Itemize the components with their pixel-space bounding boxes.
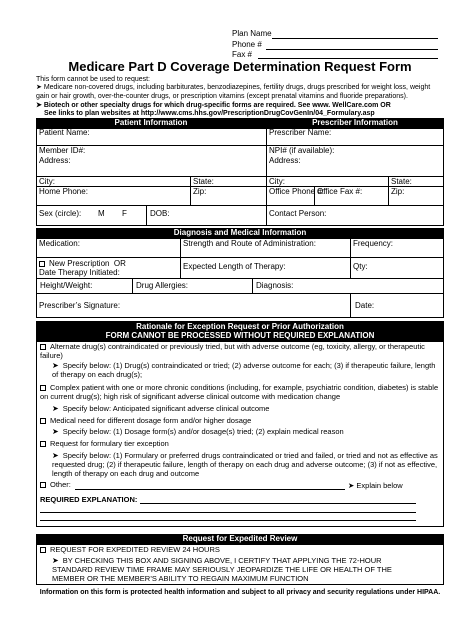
arrow-bullet-icon: ➤ <box>52 451 59 460</box>
other-input[interactable] <box>75 489 345 490</box>
rationale-option-2[interactable]: Complex patient with one or more chronic conditions (including, for example, psychiatric condition, diabetes) is stable on current drug(s); high risk of significant adverse clinical outcome with medication change <box>40 383 439 401</box>
plan-name-label: Plan Name <box>232 29 272 38</box>
patient-info-header: Patient Information <box>114 118 188 127</box>
height-weight-field[interactable]: Height/Weight: <box>40 281 93 290</box>
arrow-bullet-icon: ➤ <box>36 84 44 91</box>
intro-bullet-2-text: Biotech or other specialty drugs for which drug-specific forms are required. See www. WellCare.com OR <box>43 102 391 109</box>
rationale-option-4[interactable]: Request for formulary tier exception <box>40 440 440 449</box>
prescriber-address-field[interactable]: Address: <box>269 156 301 165</box>
rationale-option-2-detail: ➤ Specify below: Anticipated significant adverse clinical outcome <box>52 404 270 413</box>
page-title: Medicare Part D Coverage Determination Request Form <box>68 59 412 74</box>
hipaa-footer: Information on this form is protected health information and subject to all privacy and security regulations under HIPAA. <box>39 589 441 596</box>
strength-route-field[interactable]: Strength and Route of Administration: <box>183 239 316 248</box>
contact-person-field[interactable]: Contact Person: <box>269 209 327 218</box>
option-3-checkbox[interactable] <box>40 418 46 424</box>
explain-below-note: ➤ Explain below <box>348 481 403 490</box>
length-of-therapy-field[interactable]: Expected Length of Therapy: <box>183 262 286 271</box>
info-divider <box>266 128 267 226</box>
intro-bullet-1 <box>36 84 444 101</box>
arrow-right-icon: ➤ <box>348 481 355 490</box>
qty-field[interactable]: Qty: <box>353 262 368 271</box>
fax-label: Fax # <box>232 50 253 59</box>
prescriber-city-field[interactable]: City: <box>269 177 285 186</box>
arrow-bullet-icon: ➤ <box>52 404 59 413</box>
sex-label: Sex (circle): <box>39 209 82 218</box>
prescriber-zip-field[interactable]: Zip: <box>391 187 405 196</box>
expedited-header: Request for Expedited Review <box>36 534 444 544</box>
prescriber-state-field[interactable]: State: <box>391 177 412 186</box>
option-other-checkbox[interactable] <box>40 482 46 488</box>
phone-label: Phone # <box>232 40 262 49</box>
required-explanation-label: REQUIRED EXPLANATION: <box>40 495 138 504</box>
diagnosis-header: Diagnosis and Medical Information <box>36 228 444 238</box>
office-fax-field[interactable]: Office Fax #: <box>317 187 363 196</box>
home-phone-field[interactable]: Home Phone: <box>39 187 88 196</box>
option-4-checkbox[interactable] <box>40 441 46 447</box>
plan-name-input[interactable] <box>272 38 438 39</box>
rationale-option-3[interactable]: Medical need for different dosage form and/or higher dosage <box>40 417 440 426</box>
intro-line: This form cannot be used to request: <box>36 76 151 83</box>
prescriber-name-field[interactable]: Prescriber Name: <box>269 128 332 137</box>
diagnosis-field[interactable]: Diagnosis: <box>256 281 294 290</box>
patient-address-field[interactable]: Address: <box>39 156 71 165</box>
drug-allergies-field[interactable]: Drug Allergies: <box>136 281 189 290</box>
patient-state-field[interactable]: State: <box>193 177 214 186</box>
arrow-bullet-icon: ➤ <box>36 102 44 109</box>
rationale-option-other[interactable]: Other: <box>40 481 440 490</box>
intro-bullet-1-text: Medicare non-covered drugs, including barbiturates, benzodiazepines, fertility drugs, drugs prescribed for weight loss, weight gain or hair growth, over-the-counter drugs, or prescription vitamins (except prenatal vitamins and fluoride preparations). <box>36 84 431 100</box>
option-1-checkbox[interactable] <box>40 344 46 350</box>
intro-bullet-2-link[interactable]: See links to plan websites at http://www.cms.hhs.gov/PrescriptionDrugCovGenIn/04_Formulary.asp <box>44 110 375 117</box>
frequency-field[interactable]: Frequency: <box>353 239 394 248</box>
rationale-warning: FORM CANNOT BE PROCESSED WITHOUT REQUIRED EXPLANATION <box>105 331 375 340</box>
sex-m-option[interactable]: M <box>98 209 105 218</box>
explanation-line-3[interactable] <box>40 520 416 521</box>
npi-field[interactable]: NPI# (if available): <box>269 146 335 155</box>
arrow-bullet-icon: ➤ <box>52 556 59 565</box>
prescriber-info-header: Prescriber Information <box>312 118 398 127</box>
arrow-bullet-icon: ➤ <box>52 361 59 370</box>
medication-field[interactable]: Medication: <box>39 239 80 248</box>
prescriber-signature-field[interactable]: Prescriber’s Signature: <box>39 301 121 310</box>
option-2-checkbox[interactable] <box>40 385 46 391</box>
phone-input[interactable] <box>266 49 438 50</box>
rationale-option-1-detail: ➤ Specify below: (1) Drug(s) contraindicated or tried; (2) adverse outcome for each; (3) if therapeutic failure, length of therapy on each drug(s); <box>52 361 436 379</box>
expedited-statement: ➤ BY CHECKING THIS BOX AND SIGNING ABOVE, I CERTIFY THAT APPLYING THE 72-HOUR STANDARD REVIEW TIME FRAME MAY SERIOUSLY JEOPARDIZE THE LIFE OR HEALTH OF THE MEMBER OR THE MEMBER’S ABILITY TO REGAIN MAXIMUM FUNCTION <box>52 556 392 583</box>
patient-city-field[interactable]: City: <box>39 177 55 186</box>
explanation-line-1[interactable] <box>140 503 416 504</box>
expedited-option[interactable]: REQUEST FOR EXPEDITED REVIEW 24 HOURS <box>40 546 440 555</box>
rationale-option-4-detail: ➤ Specify below: (1) Formulary or preferred drugs contraindicated or tried and failed, or tried and not as effective as requested drug; (2) if therapeutic failure, length of therapy on each drug and adverse outcome; (3) if not as effective, length of therapy on each drug and outcome <box>52 451 438 478</box>
new-prescription-checkbox[interactable] <box>39 261 45 267</box>
patient-zip-field[interactable]: Zip: <box>193 187 207 196</box>
member-id-field[interactable]: Member ID#: <box>39 146 86 155</box>
explanation-line-2[interactable] <box>40 512 416 513</box>
patient-name-field[interactable]: Patient Name: <box>39 128 90 137</box>
date-therapy-initiated-field[interactable]: Date Therapy Initiated: <box>39 268 120 277</box>
arrow-bullet-icon: ➤ <box>52 427 59 436</box>
dob-field[interactable]: DOB: <box>150 209 170 218</box>
office-phone-field[interactable]: Office Phone #: <box>269 187 324 196</box>
rationale-option-3-detail: ➤ Specify below: (1) Dosage form(s) and/or dosage(s) tried; (2) explain medical reason <box>52 427 344 436</box>
rationale-option-1[interactable]: Alternate drug(s) contraindicated or previously tried, but with adverse outcome (eg, toxicity, allergy, or therapeutic failure) <box>40 342 425 360</box>
rationale-header: Rationale for Exception Request or Prior Authorization <box>136 322 344 331</box>
expedited-checkbox[interactable] <box>40 547 46 553</box>
sex-f-option[interactable]: F <box>122 209 127 218</box>
new-prescription-option[interactable]: New Prescription OR <box>39 259 126 269</box>
signature-date-field[interactable]: Date: <box>355 301 375 310</box>
